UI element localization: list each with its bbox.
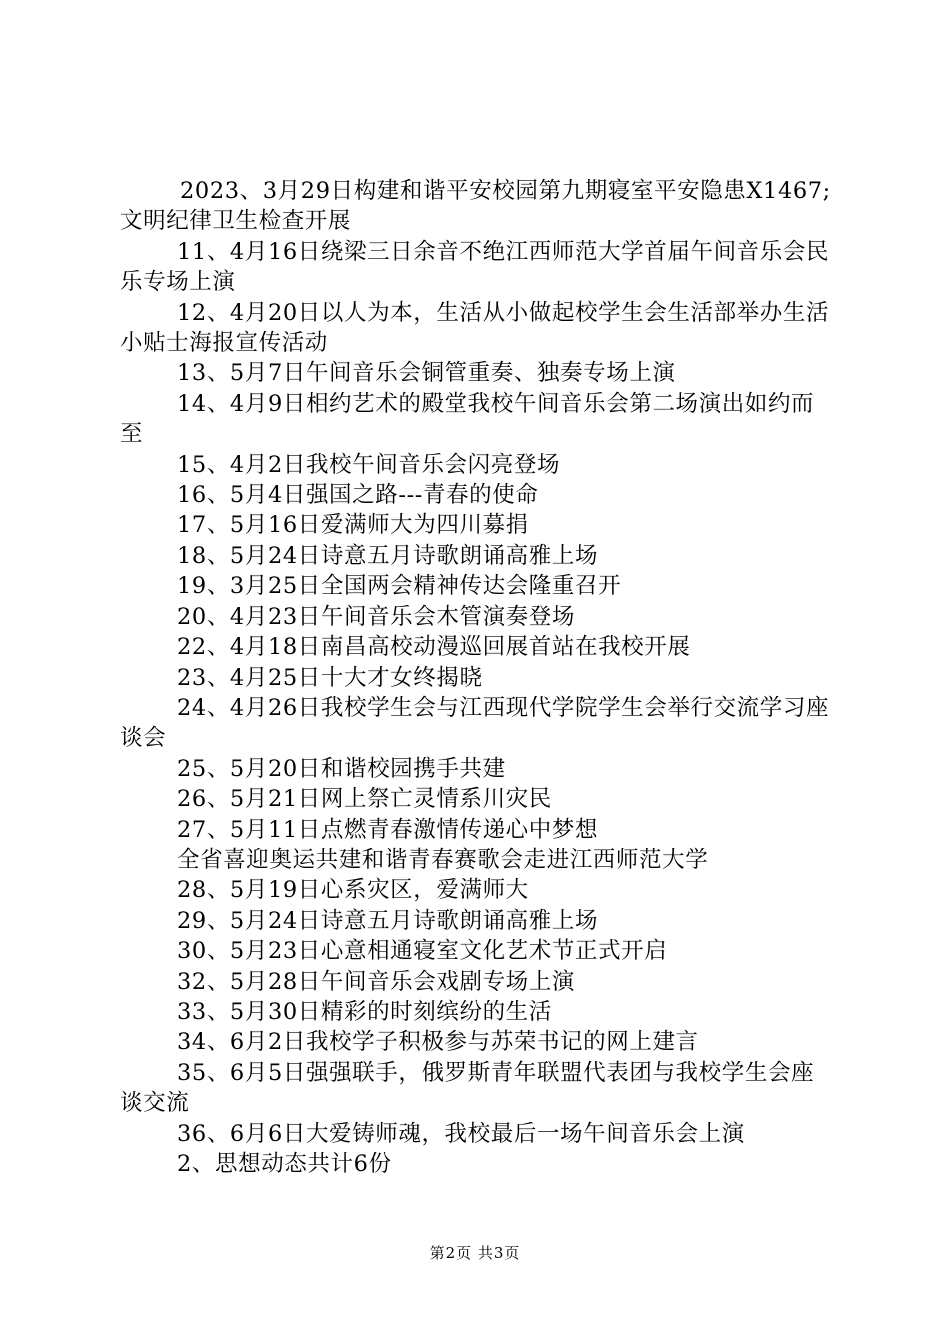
paragraph: 34、6月2日我校学子积极参与苏荣书记的网上建言 xyxy=(177,1029,699,1056)
paragraph: 24、4月26日我校学生会与江西现代学院学生会举行交流学习座谈会 xyxy=(120,694,830,752)
paragraph: 22、4月18日南昌高校动漫巡回展首站在我校开展 xyxy=(177,634,691,661)
paragraph: 14、4月9日相约艺术的殿堂我校午间音乐会第二场演出如约而至 xyxy=(120,390,815,448)
paragraph: 2、思想动态共计6份 xyxy=(177,1151,392,1177)
paragraph: 36、6月6日大爱铸师魂，我校最后一场午间音乐会上演 xyxy=(177,1120,745,1147)
paragraph: 18、5月24日诗意五月诗歌朗诵高雅上场 xyxy=(177,542,599,569)
paragraph: 23、4月25日十大才女终揭晓 xyxy=(177,664,483,691)
paragraph: 11、4月16日绕梁三日余音不绝江西师范大学首届午间音乐会民乐专场上演 xyxy=(120,238,830,296)
paragraph: 30、5月23日心意相通寝室文化艺术节正式开启 xyxy=(177,938,668,965)
page-footer xyxy=(0,1243,950,1263)
page-number-label: 第2页 共3页 xyxy=(429,1244,521,1262)
paragraph: 35、6月5日强强联手，俄罗斯青年联盟代表团与我校学生会座谈交流 xyxy=(120,1059,815,1117)
paragraph: 16、5月4日强国之路---青春的使命 xyxy=(177,482,539,509)
paragraph: 26、5月21日网上祭亡灵情系川灾民 xyxy=(177,786,552,813)
paragraph: 27、5月11日点燃青春激情传递心中梦想 xyxy=(177,816,599,843)
paragraph: 33、5月30日精彩的时刻缤纷的生活 xyxy=(177,998,552,1025)
paragraph: 17、5月16日爱满师大为四川募捐 xyxy=(177,512,529,539)
paragraph: 2023、3月29日构建和谐平安校园第九期寝室平安隐患X1467;文明纪律卫生检查开展 xyxy=(120,178,831,235)
paragraph: 32、5月28日午间音乐会戏剧专场上演 xyxy=(177,968,575,995)
paragraph: 29、5月24日诗意五月诗歌朗诵高雅上场 xyxy=(177,907,599,934)
paragraph: 13、5月7日午间音乐会铜管重奏、独奏专场上演 xyxy=(177,360,676,387)
paragraph: 20、4月23日午间音乐会木管演奏登场 xyxy=(177,603,575,630)
paragraph: 15、4月2日我校午间音乐会闪亮登场 xyxy=(177,451,561,478)
paragraph: 25、5月20日和谐校园携手共建 xyxy=(177,755,506,782)
document-body xyxy=(120,176,832,1179)
paragraph: 全省喜迎奥运共建和谐青春赛歌会走进江西师范大学 xyxy=(177,846,709,873)
paragraph: 19、3月25日全国两会精神传达会隆重召开 xyxy=(177,573,622,600)
paragraph: 12、4月20日以人为本，生活从小做起校学生会生活部举办生活小贴士海报宣传活动 xyxy=(120,299,830,357)
paragraph: 28、5月19日心系灾区，爱满师大 xyxy=(177,877,529,904)
